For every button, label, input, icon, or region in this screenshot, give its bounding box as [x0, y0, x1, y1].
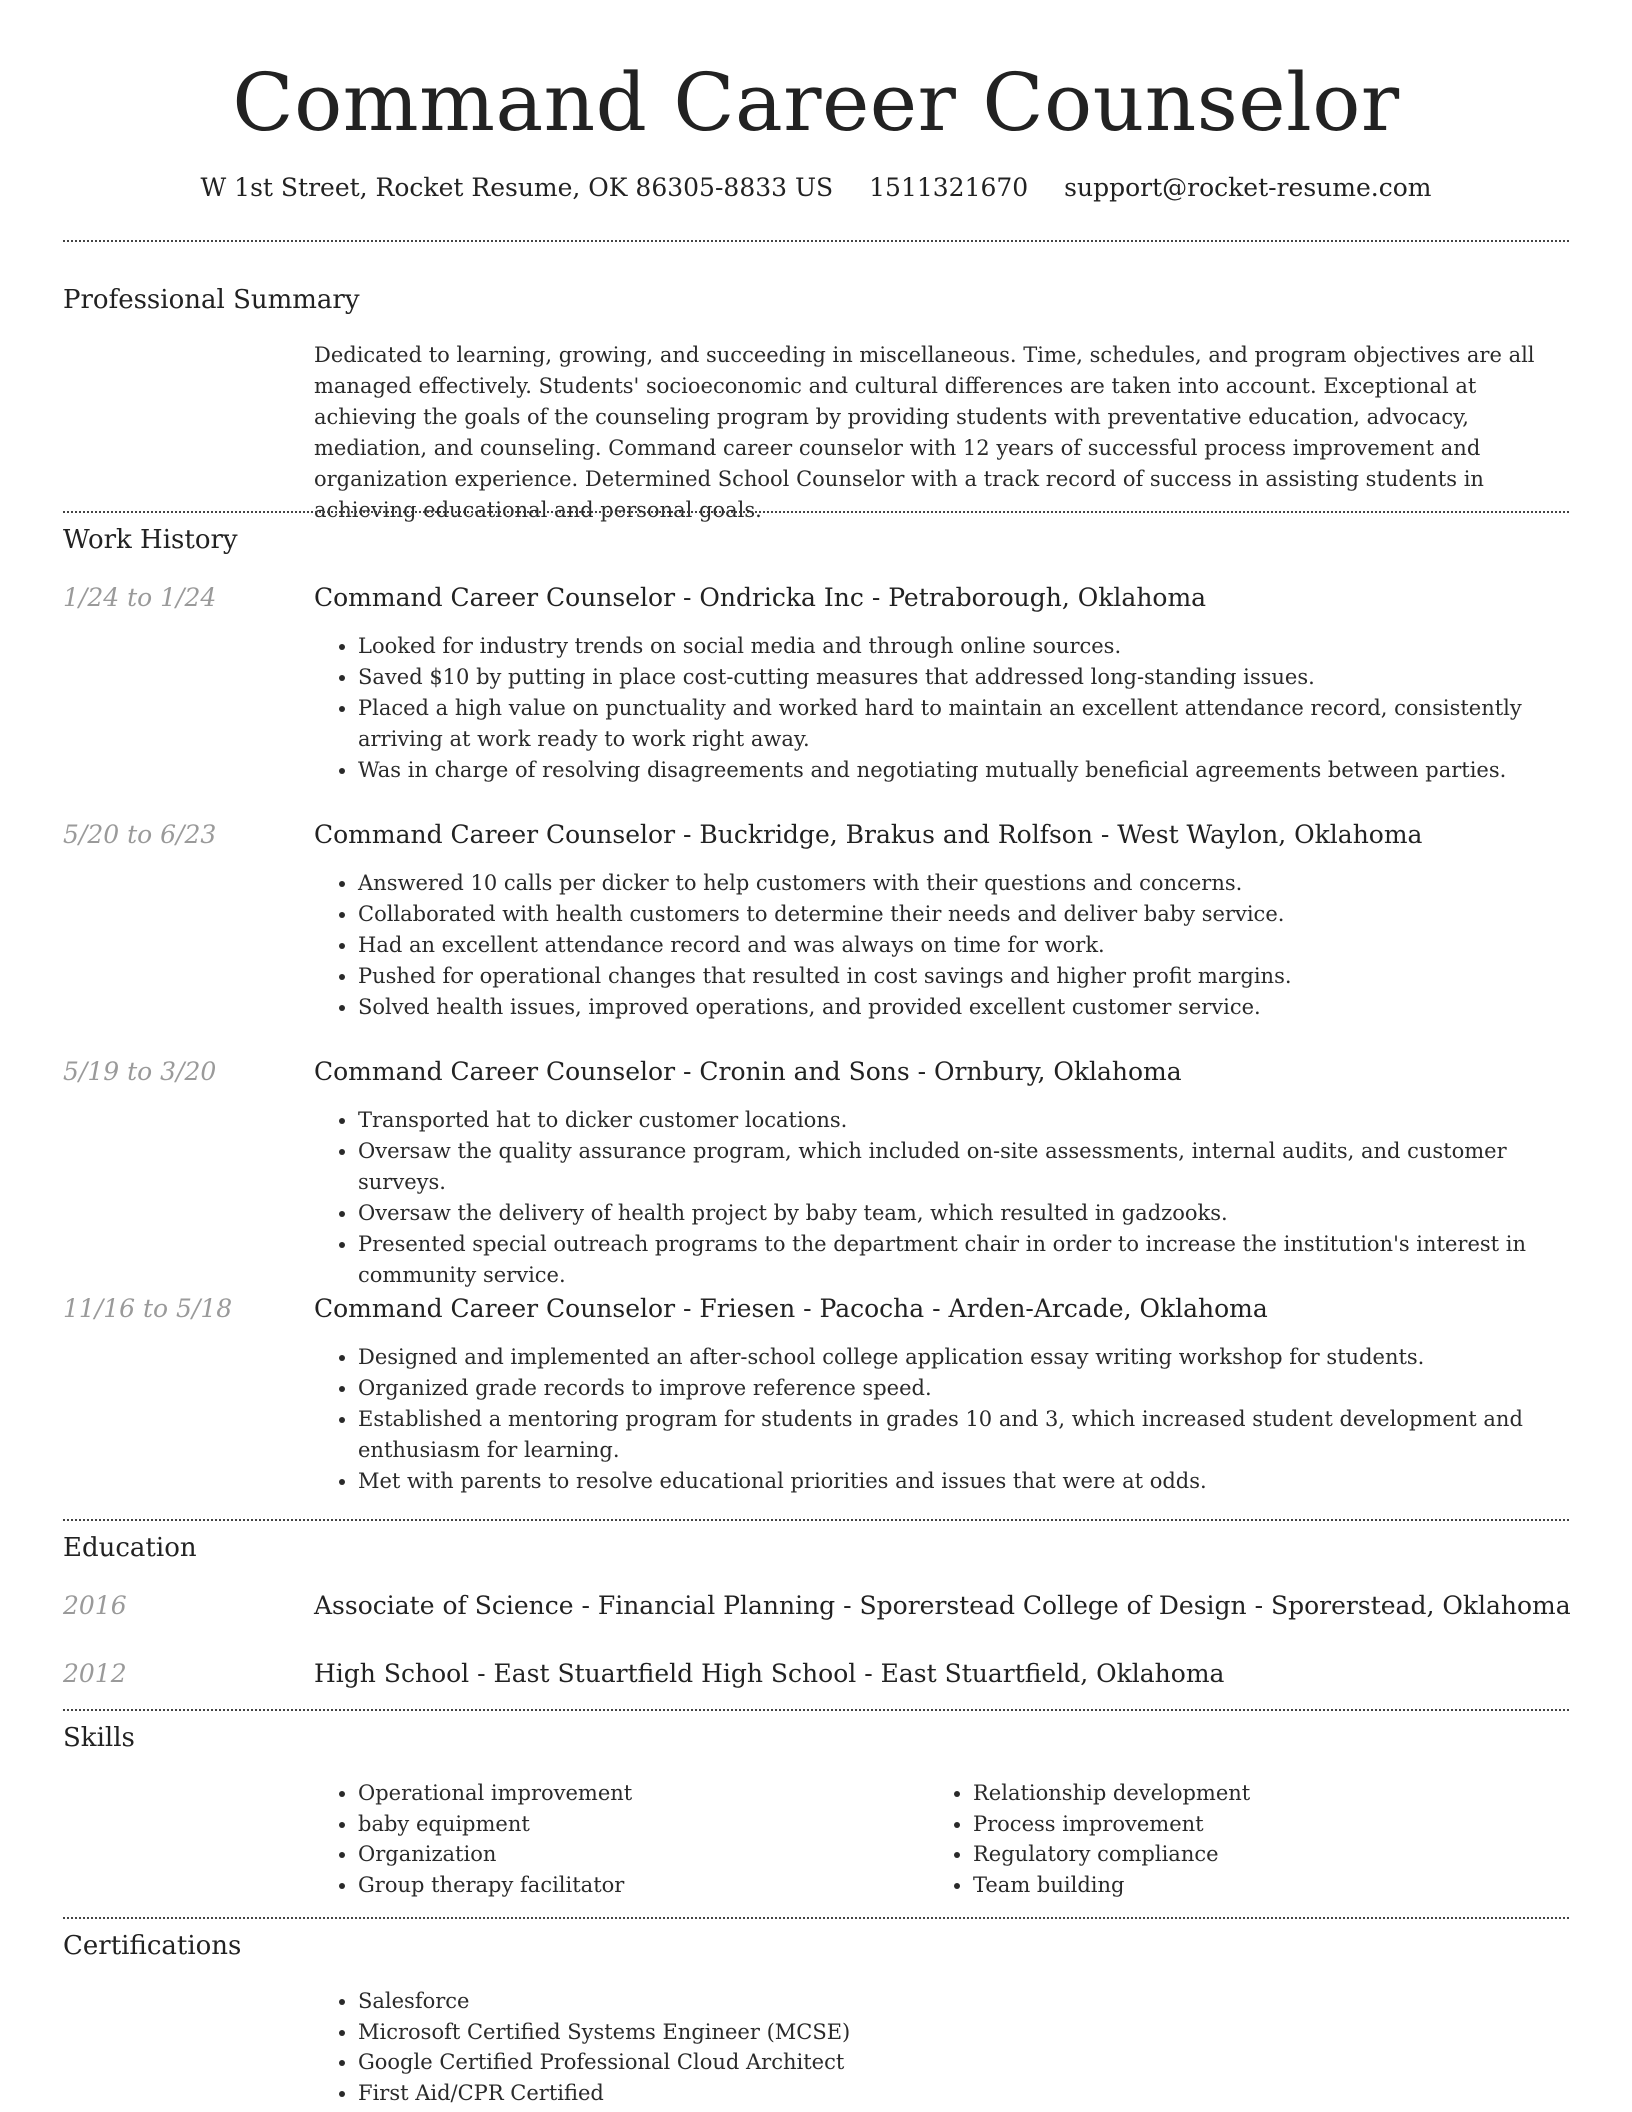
education-year: 2016: [63, 1591, 127, 1620]
list-item: • Transported hat to dicker customer locations.: [358, 1105, 1570, 1136]
job-dates: 11/16 to 5/18: [63, 1294, 233, 1323]
job-title: Command Career Counselor - Buckridge, Brakus and Rolfson - West Waylon, Oklahoma: [314, 820, 1423, 849]
education-year: 2012: [63, 1659, 127, 1688]
job-bullets: [314, 868, 1570, 1023]
list-item: • Established a mentoring program for students in grades 10 and 3, which increased student development and enthusiasm for learning.: [358, 1404, 1570, 1466]
list-item: • Answered 10 calls per dicker to help customers with their questions and concerns.: [358, 868, 1570, 899]
list-item: • Salesforce: [358, 1986, 1570, 2017]
list-item: • Group therapy facilitator: [358, 1870, 929, 1901]
job-title: Command Career Counselor - Friesen - Pacocha - Arden-Arcade, Oklahoma: [314, 1294, 1268, 1323]
list-item: • Google Certified Professional Cloud Architect: [358, 2047, 1570, 2078]
certifications-list: [314, 1986, 1570, 2108]
list-item: • Team building: [973, 1870, 1570, 1901]
list-item: • Had an excellent attendance record and was always on time for work.: [358, 930, 1570, 961]
list-item: • Relationship development: [973, 1778, 1570, 1809]
divider: [63, 1519, 1569, 1521]
contact-address: W 1st Street, Rocket Resume, OK 86305-8833 US: [200, 173, 834, 202]
section-title-work: Work History: [63, 525, 238, 555]
list-item: • Operational improvement: [358, 1778, 929, 1809]
list-item: • Met with parents to resolve educational priorities and issues that were at odds.: [358, 1466, 1570, 1497]
list-item: • Process improvement: [973, 1809, 1570, 1840]
list-item: • Microsoft Certified Systems Engineer (MCSE): [358, 2017, 1570, 2048]
job-dates: 5/20 to 6/23: [63, 820, 217, 849]
skills-list-left: [314, 1778, 929, 1900]
list-item: • Designed and implemented an after-school college application essay writing workshop for students.: [358, 1342, 1570, 1373]
divider: [63, 1709, 1569, 1711]
list-item: • baby equipment: [358, 1809, 929, 1840]
job-title: Command Career Counselor - Ondricka Inc - Petraborough, Oklahoma: [314, 583, 1207, 612]
job-dates: 1/24 to 1/24: [63, 583, 217, 612]
divider: [63, 1917, 1569, 1919]
summary-text: Dedicated to learning, growing, and succeeding in miscellaneous. Time, schedules, and program objectives are all managed effectively. Students' socioeconomic and cultural differences are taken into account. Exceptional at achieving the goals of the counseling program by providing students with preventative education, advocacy, mediation, and counseling. Command career counselor with 12 years of successful process improvement and organization experience. Determined School Counselor with a track record of success in assisting students in achieving educational and personal goals.: [314, 343, 1535, 522]
list-item: • Oversaw the delivery of health project by baby team, which resulted in gadzooks.: [358, 1198, 1570, 1229]
list-item: • Organized grade records to improve reference speed.: [358, 1373, 1570, 1404]
divider: [63, 511, 1569, 513]
list-item: • Saved $10 by putting in place cost-cutting measures that addressed long-standing issues.: [358, 662, 1570, 693]
contact-phone: 1511321670: [869, 173, 1029, 202]
skills-list-right: [929, 1778, 1570, 1900]
job-bullets: [314, 631, 1570, 786]
list-item: • Solved health issues, improved operations, and provided excellent customer service.: [358, 992, 1570, 1023]
section-title-skills: Skills: [63, 1723, 135, 1753]
contact-email: support@rocket-resume.com: [1064, 173, 1432, 202]
job-title: Command Career Counselor - Cronin and Sons - Ornbury, Oklahoma: [314, 1057, 1182, 1086]
list-item: • Presented special outreach programs to the department chair in order to increase the institution's interest in community service.: [358, 1229, 1570, 1291]
list-item: • Looked for industry trends on social media and through online sources.: [358, 631, 1570, 662]
section-title-summary: Professional Summary: [63, 285, 360, 315]
job-bullets: [314, 1105, 1570, 1291]
section-title-education: Education: [63, 1533, 197, 1563]
education-entry: High School - East Stuartfield High School - East Stuartfield, Oklahoma: [314, 1659, 1225, 1688]
resume-name: Command Career Counselor: [232, 56, 1400, 149]
list-item: • Was in charge of resolving disagreements and negotiating mutually beneficial agreements between parties.: [358, 755, 1570, 786]
job-dates: 5/19 to 3/20: [63, 1057, 217, 1086]
contact-line: [0, 168, 1632, 208]
list-item: • Placed a high value on punctuality and worked hard to maintain an excellent attendance record, consistently arriving at work ready to work right away.: [358, 693, 1570, 755]
divider: [63, 240, 1569, 242]
list-item: • Collaborated with health customers to determine their needs and deliver baby service.: [358, 899, 1570, 930]
education-entry: Associate of Science - Financial Planning - Sporerstead College of Design - Sporerstead, Oklahoma: [314, 1591, 1571, 1620]
list-item: • Pushed for operational changes that resulted in cost savings and higher profit margins.: [358, 961, 1570, 992]
job-bullets: [314, 1342, 1570, 1497]
list-item: • Regulatory compliance: [973, 1839, 1570, 1870]
list-item: • Organization: [358, 1839, 929, 1870]
list-item: • Oversaw the quality assurance program, which included on-site assessments, internal audits, and customer surveys.: [358, 1136, 1570, 1198]
list-item: • First Aid/CPR Certified: [358, 2078, 1570, 2109]
section-title-certifications: Certifications: [63, 1931, 242, 1961]
